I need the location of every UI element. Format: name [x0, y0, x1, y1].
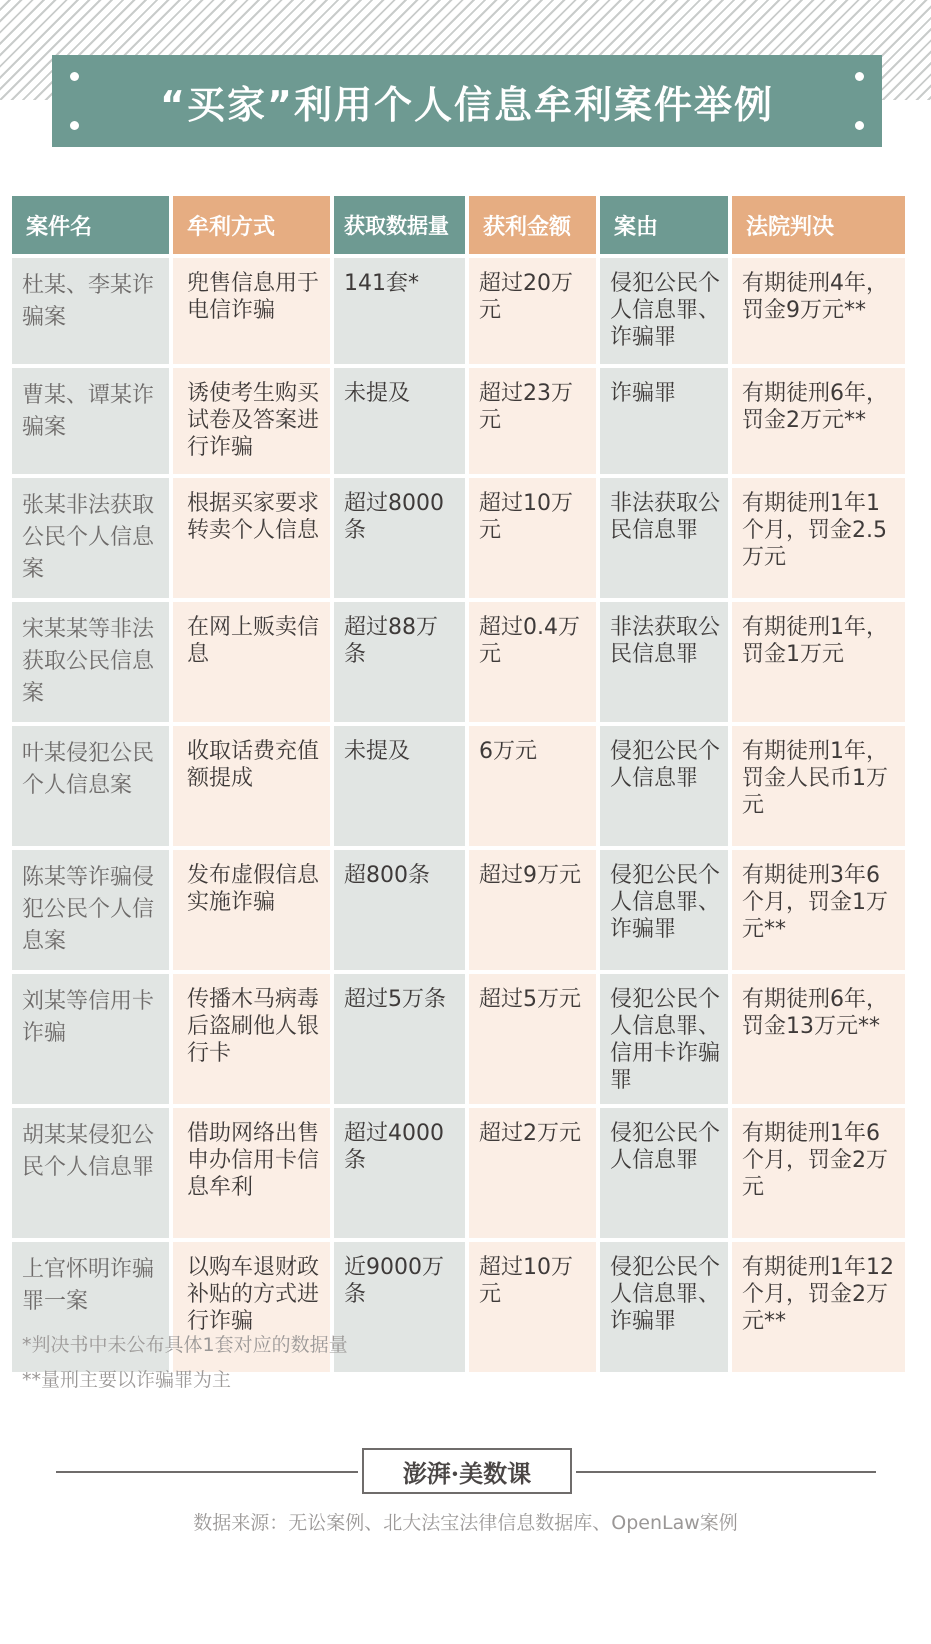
data-source: 数据来源：无讼案例、北大法宝法律信息数据库、OpenLaw案例 — [193, 1512, 738, 1534]
cell-profit-amount: 超过0.4万元 — [469, 602, 596, 722]
cell-profit-amount: 超过5万元 — [469, 974, 596, 1104]
header-verdict: 法院判决 — [732, 196, 905, 254]
footnote-2: **量刑主要以诈骗罪为主 — [22, 1369, 232, 1391]
cell-case-name: 张某非法获取公民个人信息案 — [12, 478, 169, 598]
cell-profit-amount: 超过2万元 — [469, 1108, 596, 1238]
decorative-dot — [855, 121, 864, 130]
cell-data-volume: 未提及 — [334, 726, 465, 846]
cell-profit-amount: 超过10万元 — [469, 478, 596, 598]
cell-profit-method: 发布虚假信息实施诈骗 — [173, 850, 330, 970]
cell-verdict: 有期徒刑1年1个月，罚金2.5万元 — [732, 478, 905, 598]
cell-case-name: 宋某某等非法获取公民信息案 — [12, 602, 169, 722]
cell-case-name: 陈某等诈骗侵犯公民个人信息案 — [12, 850, 169, 970]
cell-verdict: 有期徒刑1年12个月，罚金2万元** — [732, 1242, 905, 1372]
cell-verdict: 有期徒刑4年，罚金9万元** — [732, 258, 905, 364]
cell-verdict: 有期徒刑1年，罚金人民币1万元 — [732, 726, 905, 846]
header-case-name: 案件名 — [12, 196, 169, 254]
cell-verdict: 有期徒刑3年6个月，罚金1万元** — [732, 850, 905, 970]
cell-profit-method: 根据买家要求转卖个人信息 — [173, 478, 330, 598]
cell-profit-method: 以购车退财政补贴的方式进行诈骗 — [173, 1242, 330, 1372]
cell-verdict: 有期徒刑1年，罚金1万元 — [732, 602, 905, 722]
cell-data-volume: 141套* — [334, 258, 465, 364]
header-charge: 案由 — [600, 196, 728, 254]
cell-profit-method: 兜售信息用于电信诈骗 — [173, 258, 330, 364]
cell-data-volume: 超过8000条 — [334, 478, 465, 598]
cell-charge: 侵犯公民个人信息罪、诈骗罪 — [600, 850, 728, 970]
cell-data-volume: 超800条 — [334, 850, 465, 970]
cell-case-name: 叶某侵犯公民个人信息案 — [12, 726, 169, 846]
cell-charge: 非法获取公民信息罪 — [600, 602, 728, 722]
title-banner — [52, 55, 882, 147]
cell-data-volume: 未提及 — [334, 368, 465, 474]
cell-case-name: 刘某等信用卡诈骗 — [12, 974, 169, 1104]
cell-profit-method: 在网上贩卖信息 — [173, 602, 330, 722]
cell-profit-method: 收取话费充值额提成 — [173, 726, 330, 846]
cell-profit-amount: 超过23万元 — [469, 368, 596, 474]
cell-charge: 非法获取公民信息罪 — [600, 478, 728, 598]
footer-divider-right — [576, 1471, 876, 1473]
cell-charge: 侵犯公民个人信息罪、诈骗罪 — [600, 258, 728, 364]
cell-data-volume: 近9000万条 — [334, 1242, 465, 1372]
brand-logo: 澎湃·美数课 — [362, 1448, 572, 1494]
cell-profit-method: 诱使考生购买试卷及答案进行诈骗 — [173, 368, 330, 474]
cell-profit-amount: 超过9万元 — [469, 850, 596, 970]
cell-profit-amount: 6万元 — [469, 726, 596, 846]
decorative-dot — [70, 72, 79, 81]
cell-charge: 侵犯公民个人信息罪 — [600, 726, 728, 846]
cell-charge: 诈骗罪 — [600, 368, 728, 474]
page-title: “买家”利用个人信息牟利案件举例 — [160, 82, 774, 127]
cell-profit-amount: 超过20万元 — [469, 258, 596, 364]
header-data-volume: 获取数据量 — [334, 196, 465, 254]
header-profit-amount: 获利金额 — [469, 196, 596, 254]
cell-verdict: 有期徒刑6年，罚金13万元** — [732, 974, 905, 1104]
case-table — [12, 196, 921, 1372]
cell-data-volume: 超过4000条 — [334, 1108, 465, 1238]
cell-charge: 侵犯公民个人信息罪、诈骗罪 — [600, 1242, 728, 1372]
cell-profit-method: 传播木马病毒后盗刷他人银行卡 — [173, 974, 330, 1104]
footnote-1: *判决书中未公布具体1套对应的数据量 — [22, 1334, 348, 1356]
cell-charge: 侵犯公民个人信息罪、信用卡诈骗罪 — [600, 974, 728, 1104]
cell-profit-method: 借助网络出售申办信用卡信息牟利 — [173, 1108, 330, 1238]
cell-verdict: 有期徒刑1年6个月，罚金2万元 — [732, 1108, 905, 1238]
footer-divider-left — [56, 1471, 358, 1473]
cell-verdict: 有期徒刑6年，罚金2万元** — [732, 368, 905, 474]
cell-profit-amount: 超过10万元 — [469, 1242, 596, 1372]
header-profit-method: 牟利方式 — [173, 196, 330, 254]
cell-case-name: 上官怀明诈骗罪一案 — [12, 1242, 169, 1372]
decorative-dot — [855, 72, 864, 81]
cell-charge: 侵犯公民个人信息罪 — [600, 1108, 728, 1238]
cell-case-name: 胡某某侵犯公民个人信息罪 — [12, 1108, 169, 1238]
cell-case-name: 杜某、李某诈骗案 — [12, 258, 169, 364]
decorative-dot — [70, 121, 79, 130]
cell-data-volume: 超过5万条 — [334, 974, 465, 1104]
cell-case-name: 曹某、谭某诈骗案 — [12, 368, 169, 474]
cell-data-volume: 超过88万条 — [334, 602, 465, 722]
